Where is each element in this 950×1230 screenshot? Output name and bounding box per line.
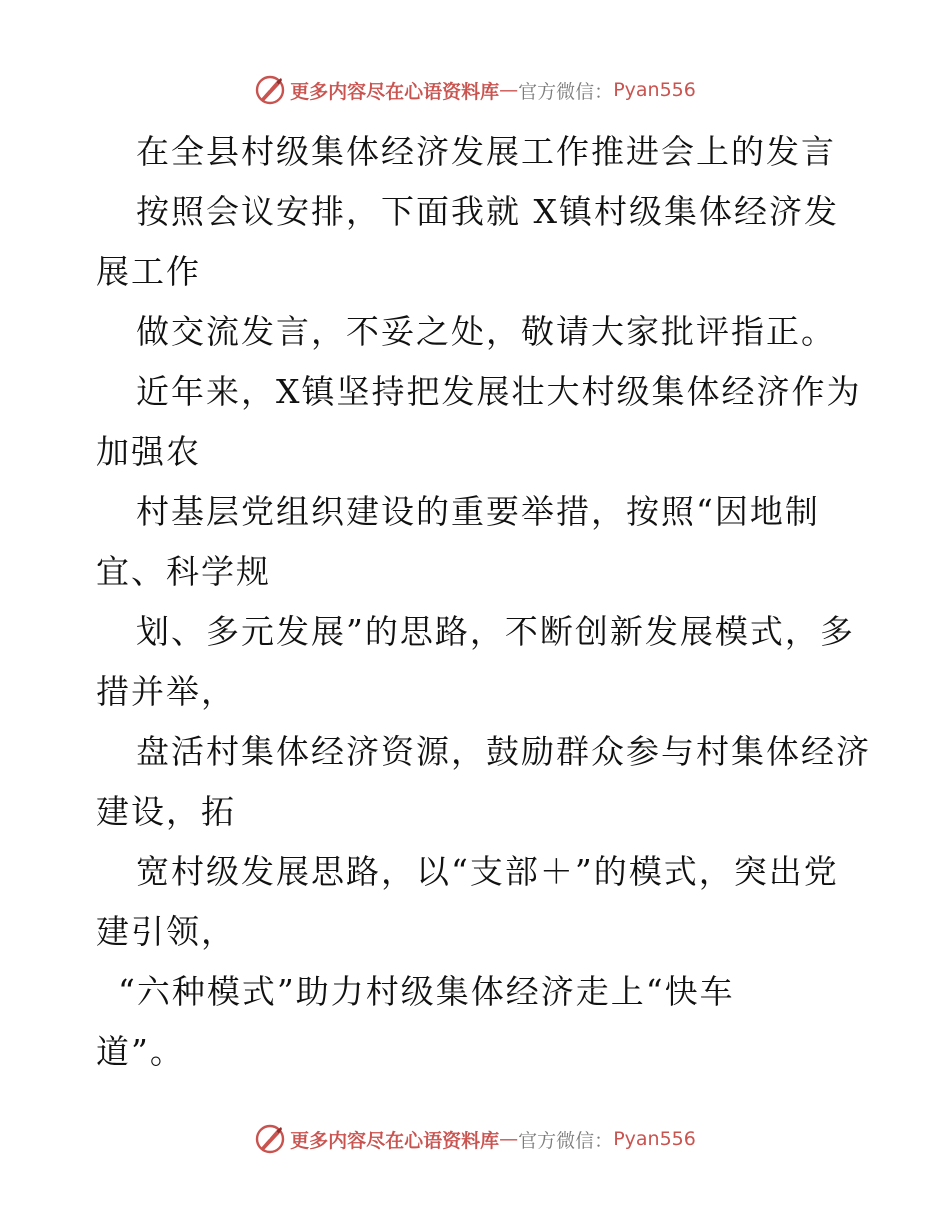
paragraph-line: 村基层党组织建设的重要举措，按照“因地制: [136, 492, 820, 531]
paragraph-line: 盘活村集体经济资源，鼓励群众参与村集体经济: [136, 732, 871, 771]
paragraph-line: 建设，拓: [96, 792, 236, 831]
paragraph-line: 道”。: [96, 1032, 185, 1071]
watermark-dash: —: [499, 1128, 519, 1150]
paragraph-line: 展工作: [96, 252, 201, 291]
paragraph-line: 做交流发言，不妥之处，敬请大家批评指正。: [136, 312, 836, 351]
paragraph-line: 宽村级发展思路，以“支部＋”的模式，突出党: [136, 852, 839, 891]
paragraph-line: 宜、科学规: [96, 552, 271, 591]
watermark-dash: —: [499, 79, 519, 101]
document-title: 在全县村级集体经济发展工作推进会上的发言: [136, 132, 836, 171]
quill-pen-circle-icon: [254, 1123, 286, 1155]
footer-watermark: [0, 1119, 950, 1159]
watermark-wechat-id: Pyan556: [613, 79, 696, 101]
header-watermark: [0, 70, 950, 110]
paragraph-line: “六种模式”助力村级集体经济走上“快车: [118, 972, 735, 1011]
watermark-wechat-label: 官方微信：: [518, 80, 614, 103]
watermark-wechat-id: Pyan556: [613, 1128, 696, 1150]
paragraph-line: 加强农: [96, 432, 201, 471]
paragraph-line: 按照会议安排，下面我就 X镇村级集体经济发: [136, 192, 839, 231]
document-body: [96, 122, 871, 1082]
paragraph-line: 措并举，: [96, 672, 236, 711]
watermark-brand: 更多内容尽在心语资料库: [290, 1129, 500, 1152]
quill-pen-circle-icon: [254, 74, 286, 106]
paragraph-line: 近年来，X镇坚持把发展壮大村级集体经济作为: [136, 372, 862, 411]
paragraph-line: 建引领，: [96, 912, 236, 951]
paragraph-line: 划、多元发展”的思路，不断创新发展模式，多: [136, 612, 855, 651]
watermark-wechat-label: 官方微信：: [518, 1129, 614, 1152]
watermark-brand: 更多内容尽在心语资料库: [290, 80, 500, 103]
